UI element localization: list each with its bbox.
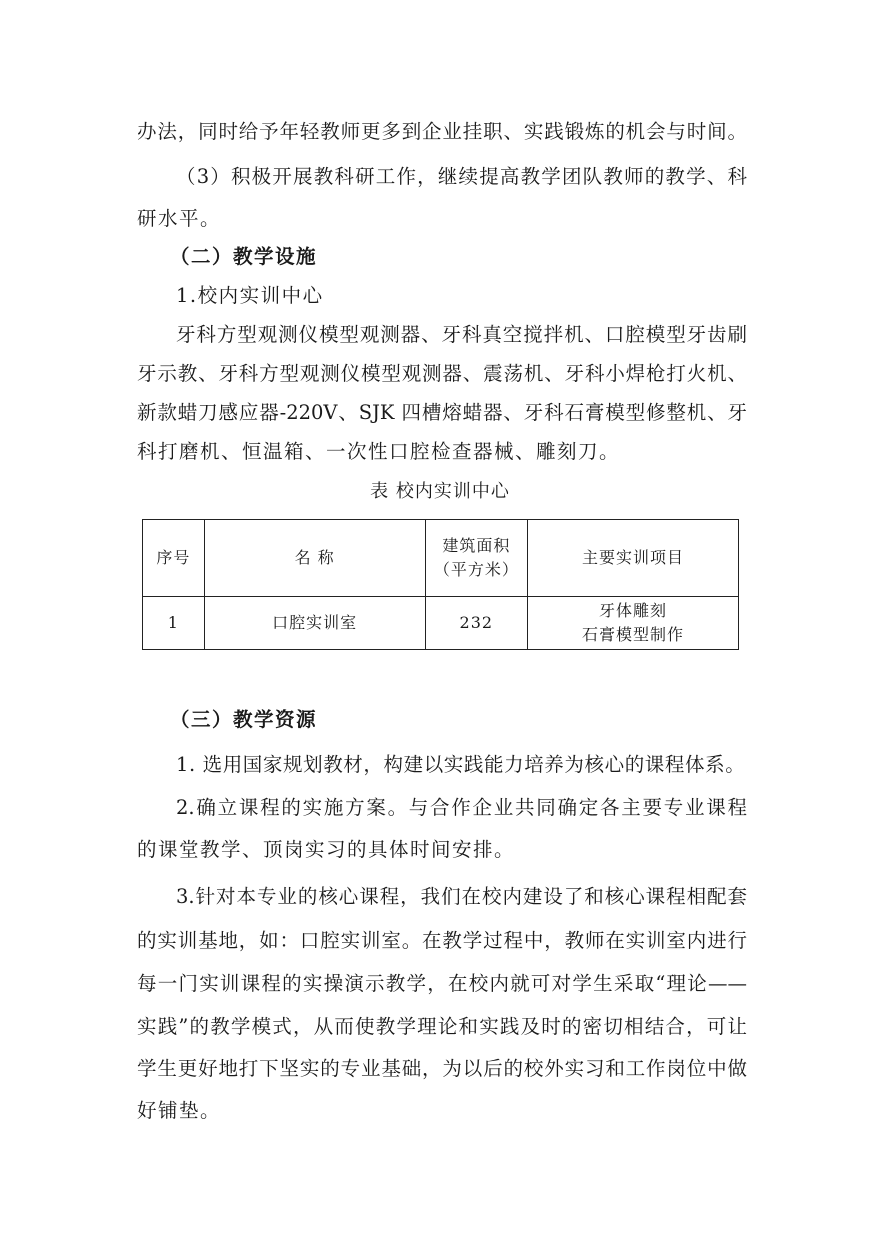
header-area-line1: 建筑面积 bbox=[442, 536, 511, 555]
cell-project-line2: 石膏模型制作 bbox=[582, 625, 685, 644]
training-center-table bbox=[142, 519, 739, 650]
paragraph-line: 办法，同时给予年轻教师更多到企业挂职、实践锻炼的机会与时间。 bbox=[137, 120, 747, 143]
paragraph-line: 研水平。 bbox=[137, 207, 222, 230]
paragraph-line: 的课堂教学、顶岗实习的具体时间安排。 bbox=[137, 838, 516, 861]
paragraph-line: 牙示教、牙科方型观测仪模型观测器、震荡机、牙科小焊枪打火机、 bbox=[137, 362, 747, 385]
header-area bbox=[425, 520, 528, 597]
paragraph-line: 牙科方型观测仪模型观测器、牙科真空搅拌机、口腔模型牙齿刷 bbox=[176, 323, 747, 346]
paragraph-line: 科打磨机、恒温箱、一次性口腔检查器械、雕刻刀。 bbox=[137, 440, 621, 463]
cell-projects bbox=[528, 597, 739, 650]
cell-area: 232 bbox=[425, 597, 528, 650]
paragraph-line: 每一门实训课程的实操演示教学，在校内就可对学生采取“理论—— bbox=[137, 972, 747, 995]
header-seq: 序号 bbox=[143, 520, 205, 597]
paragraph-line: 新款蜡刀感应器-220V、SJK 四槽熔蜡器、牙科石膏模型修整机、牙 bbox=[137, 401, 747, 424]
header-name: 名 称 bbox=[204, 520, 425, 597]
paragraph-line: 学生更好地打下坚实的专业基础，为以后的校外实习和工作岗位中做 bbox=[137, 1057, 747, 1080]
paragraph-line: 3.针对本专业的核心课程，我们在校内建设了和核心课程相配套 bbox=[176, 885, 747, 908]
cell-seq: 1 bbox=[143, 597, 205, 650]
header-projects: 主要实训项目 bbox=[528, 520, 739, 597]
section-heading-resources: （三）教学资源 bbox=[170, 708, 318, 731]
paragraph-line: 2.确立课程的实施方案。与合作企业共同确定各主要专业课程 bbox=[176, 796, 747, 819]
paragraph-line: 1. 选用国家规划教材，构建以实践能力培养为核心的课程体系。 bbox=[176, 753, 746, 776]
cell-name: 口腔实训室 bbox=[204, 597, 425, 650]
cell-project-line1: 牙体雕刻 bbox=[599, 601, 668, 620]
header-area-line2: （平方米） bbox=[433, 560, 519, 579]
subsection-heading-training-center: 1.校内实训中心 bbox=[176, 284, 324, 307]
paragraph-line: 的实训基地，如：口腔实训室。在教学过程中，教师在实训室内进行 bbox=[137, 929, 747, 952]
table-header-row bbox=[143, 520, 739, 597]
table-row bbox=[143, 597, 739, 650]
paragraph-line: 实践”的教学模式，从而使教学理论和实践及时的密切相结合，可让 bbox=[137, 1015, 747, 1038]
table-caption: 表 校内实训中心 bbox=[370, 481, 510, 502]
paragraph-line: 好铺垫。 bbox=[137, 1099, 222, 1122]
section-heading-facilities: （二）教学设施 bbox=[170, 245, 318, 268]
paragraph-line: （3）积极开展教科研工作，继续提高教学团队教师的教学、科 bbox=[176, 165, 747, 188]
